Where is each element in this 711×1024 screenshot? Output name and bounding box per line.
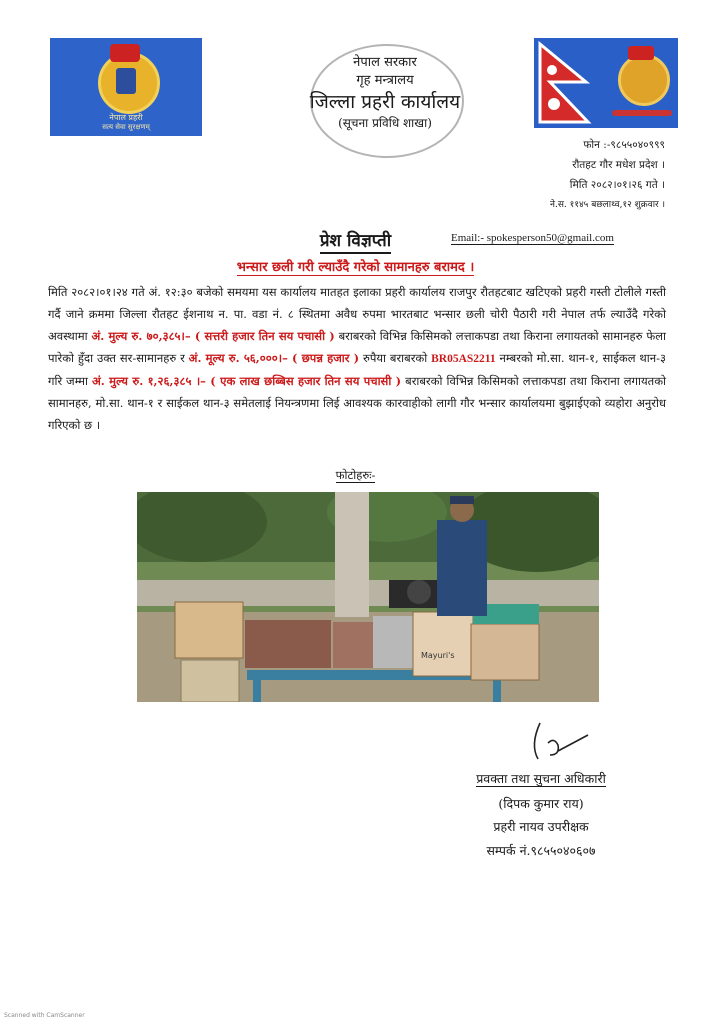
header-section: (सूचना प्रविधि शाखा) <box>338 116 432 130</box>
signer-role: प्रवक्ता तथा सुचना अधिकारी <box>476 771 606 786</box>
header-ministry: गृह मन्त्रालय <box>356 73 414 88</box>
seized-goods-photo <box>137 492 599 702</box>
signer-name: (दिपक कुमार राय) <box>498 796 584 811</box>
contact-nepal-samvat: ने.स. ११४५ बछलाथ्व,१२ शुक्रवार । <box>549 200 665 210</box>
scanner-watermark: Scanned with CamScanner <box>4 1012 85 1019</box>
amount-1: अं. मुल्य रु. ७०,३८५।– ( सत्तरी हजार तिन सय पचासी ) <box>91 329 335 343</box>
subtitle: भन्सार छली गरी ल्याउँदै गरेको सामानहरु बरामद । <box>236 260 475 275</box>
signature-drawing <box>500 715 590 770</box>
contact-phone: फोन :-९८५५०४०९९९ <box>583 139 665 151</box>
body-p1: मिति २०८२।०१।२४ गते अं. १२:३० बजेको समयमा यस कार्यालय मातहत इलाका प्रहरी कार्यालय राजपुर रौतहटबाट खटिएको प्रहरी गस्ती टोलीले गस्ती गर्दै जाने क्रममा जिल्ला रौतहट ईशनाथ न. पा. वडा नं. ८ स्थितमा अवैध रुपमा भारतबाट भन्सार छली चोरी पैठारी गरी नेपाल तर्फ ल्याउँदै गरेको अवस्थामा <box>48 285 666 343</box>
emblem-flag-small-icon <box>628 46 654 60</box>
signer-rank: प्रहरी नायव उपरीक्षक <box>493 819 589 834</box>
press-release-body <box>48 281 666 436</box>
header-gov: नेपाल सरकार <box>353 55 417 70</box>
emblem-flag-icon <box>110 44 140 62</box>
header-office: जिल्ला प्रहरी कार्यालय <box>309 91 461 113</box>
flag-left-motto: सत्य सेवा सुरक्षणम् <box>102 123 150 131</box>
contact-address: रौतहट गौर मधेश प्रदेश । <box>572 159 665 171</box>
police-emblem-right-icon <box>618 54 670 106</box>
emblem-ribbon-icon <box>612 110 672 116</box>
signature-mark <box>500 715 590 774</box>
email-link[interactable]: Email:- spokesperson50@gmail.com <box>451 232 614 244</box>
crossed-batons-icon <box>116 68 136 94</box>
amount-2: अं. मूल्य रु. ५६,०००।– ( छपन्न हजार ) <box>188 351 360 365</box>
nepal-police-flag-right <box>534 38 678 128</box>
photo-label: फोटोहरुः- <box>335 468 376 482</box>
contact-date: मिति २०८२।०१।२६ गते । <box>569 179 665 191</box>
police-flag-left <box>50 38 202 136</box>
signer-phone: सम्पर्क नं.९८५५०४०६०७ <box>486 843 596 858</box>
body-p5: बराबरको विभिन्न किसिमको लत्ताकपडा तथा किराना लगायतको सामानहरु, मो.सा. थान-१ र साईकल थान-३ समेतलाई नियन्त्रणमा लिई आवश्यक कारवाहीको लागी गौर भन्सार कार्यालयमा बुझाईएको व्यहोरा अनुरोध गरिएको छ । <box>48 374 666 432</box>
amount-3: अं. मुल्य रु. १,२६,३८५ ।– ( एक लाख छब्बिस हजार तिन सय पचासी ) <box>92 374 402 388</box>
body-p2: बराबरको विभिन्न किसिमको लत्ताकपडा तथा किराना लगायतको सामानहरु फेला पारेको हुँदा उक्त सर-सामानहरु र <box>48 329 666 365</box>
body-p3: रुपैया बराबरको <box>359 351 432 365</box>
flag-left-text: नेपाल प्रहरी <box>109 113 143 122</box>
box-brand-label: Mayuri's <box>421 651 455 660</box>
vehicle-plate: BR05AS2211 <box>431 353 496 365</box>
seized-goods-photo-drawing <box>137 492 599 702</box>
page-title: प्रेश विज्ञप्ती <box>0 228 711 251</box>
body-p4: नम्बरको मो.सा. थान-१, साईकल थान-३ गरि जम्मा <box>48 351 667 388</box>
